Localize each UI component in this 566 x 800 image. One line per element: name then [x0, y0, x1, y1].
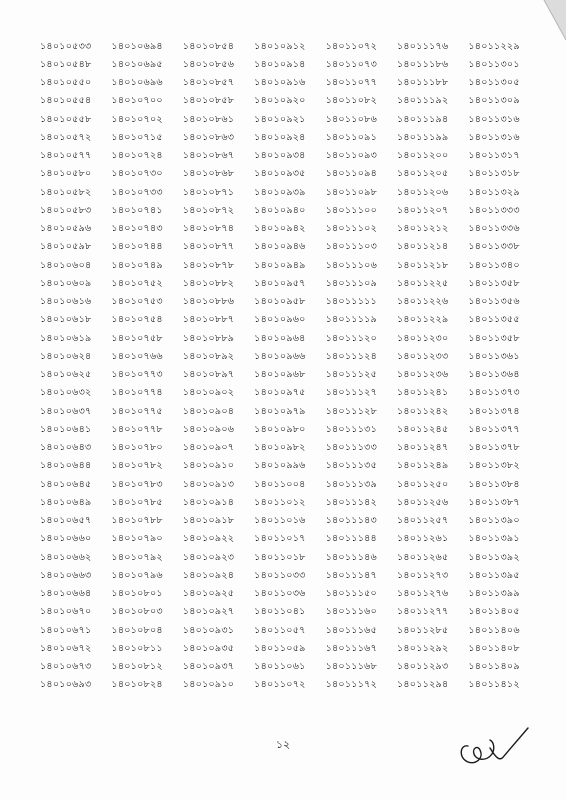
registration-number-cell: ১৪০১১১১১ [325, 296, 377, 308]
registration-number-cell: ১৪০১০৯২৭ [182, 606, 235, 618]
table-row [40, 294, 540, 312]
registration-number-cell: ১৪০১০৭৪৩ [111, 223, 163, 235]
registration-number-cell: ১৪০১১০৭৩ [325, 58, 378, 70]
registration-number-cell: ১৪০১১৩১৬ [468, 131, 520, 143]
registration-number-cell: ১৪০১০৯৩৫ [182, 642, 235, 654]
registration-number-cell: ১৪০১০৯১৩ [182, 478, 235, 490]
registration-number-cell: ১৪০১১০৪১ [254, 606, 306, 618]
registration-number-cell: ১৪০১০৯০৪ [182, 405, 235, 417]
registration-number-cell: ১৪০১০৯৩৭ [182, 661, 235, 673]
registration-number-cell: ১৪০১০৬২৪ [40, 350, 92, 362]
registration-number-cell: ১৪০১০৬৬০ [40, 533, 92, 545]
registration-number-cell: ১৪০১০৭৫৩ [111, 296, 163, 308]
table-row [40, 476, 540, 494]
table-row [40, 549, 540, 567]
registration-number-cell: ১৪০১১২৪৯ [396, 460, 449, 472]
registration-number-cell: ১৪০১০৮৭৪ [182, 223, 235, 235]
registration-number-cell: ১৪০১০৮৬১ [182, 113, 235, 125]
registration-number-cell: ১৪০১১১৮৬ [396, 58, 449, 70]
registration-number-cell: ১৪০১১০৯৮ [325, 186, 377, 198]
table-row [40, 56, 540, 74]
registration-number-cell: ১৪০১১৩৮৪ [468, 478, 520, 490]
registration-number-cell: ১৪০১১১৭২ [325, 679, 378, 691]
registration-number-cell: ১৪০১১৩৩৩ [468, 204, 520, 216]
registration-number-cell: ১৪০১১১২৭ [325, 387, 378, 399]
registration-number-cell: ১৪০১০৬৬২ [40, 551, 92, 563]
registration-number-cell: ১৪০১০৫৫৪ [40, 95, 92, 107]
registration-number-cell: ১৪০১১১২৪ [325, 350, 377, 362]
registration-number-cell: ১৪০১১৩৮২ [468, 460, 520, 472]
registration-number-cell: ১৪০১০৯৮০ [254, 423, 306, 435]
registration-number-cell: ১৪০১০৭৬৬ [111, 350, 163, 362]
registration-number-cell: ১৪০১০৯২২ [182, 533, 235, 545]
registration-number-cell: ১৪০১০৯১৬ [254, 77, 306, 89]
registration-number-cell: ১৪০১১০১৬ [254, 515, 306, 527]
registration-number-cell: ১৪০১১৩৫৬ [468, 296, 520, 308]
registration-number-cell: ১৪০১১৩৩৮ [468, 241, 520, 253]
registration-number-cell: ১৪০১১১৯২ [396, 95, 449, 107]
registration-number-cell: ১৪০১০৫৮৩ [40, 204, 92, 216]
registration-number-cell: ১৪০১০৭৪৪ [111, 241, 163, 253]
registration-number-cell: ১৪০১১২০৫ [396, 168, 449, 180]
registration-number-cell: ১৪০১০৫৯৮ [40, 241, 92, 253]
registration-number-cell: ১৪০১১০৫৭ [254, 624, 306, 636]
registration-number-cell: ১৪০১০৬৯৩ [40, 679, 92, 691]
registration-number-cell: ১৪০১১১৪২ [325, 496, 377, 508]
registration-number-cell: ১৪০১০৬১৮ [40, 314, 92, 326]
registration-number-cell: ১৪০১০৮৫৭ [182, 77, 235, 89]
registration-number-cell: ১৪০১০৭২৪ [111, 150, 163, 162]
registration-number-cell: ১৪০১০৯৪৯ [254, 259, 306, 271]
registration-number-cell: ১৪০১১৪০৫ [468, 606, 520, 618]
registration-number-cell: ১৪০১০৮৮২ [182, 277, 235, 289]
registration-number-cell: ১৪০১১২০৬ [396, 186, 449, 198]
registration-number-cell: ১৪০১০৬৪৪ [40, 460, 92, 472]
registration-number-cell: ১৪০১১০৯৪ [325, 168, 377, 180]
registration-number-cell: ১৪০১১২১২ [396, 223, 449, 235]
registration-number-cell: ১৪০১১৩১৭ [468, 150, 520, 162]
registration-number-cell: ১৪০১০৬৭১ [40, 624, 92, 636]
registration-number-cell: ১৪০১১২৪২ [396, 405, 449, 417]
registration-number-cell: ১৪০১০৭৭৮ [111, 423, 163, 435]
registration-number-cell: ১৪০১১২৩০ [396, 332, 449, 344]
registration-number-cell: ১৪০১১২৫০ [396, 478, 449, 490]
registration-number-cell: ১৪০১১২২৯ [468, 40, 520, 52]
table-row [40, 184, 540, 202]
registration-number-cell: ১৪০১১০৫৯ [254, 642, 306, 654]
table-row [40, 494, 540, 512]
registration-number-cell: ১৪০১০৭৮৫ [111, 496, 163, 508]
registration-number-cell: ১৪০১১২৪৭ [396, 442, 449, 454]
registration-number-cell: ১৪০১০৯৫৭ [254, 277, 306, 289]
registration-number-cell: ১৪০১০৯২৫ [182, 588, 235, 600]
registration-number-cell: ১৪০১০৭৩৩ [111, 186, 163, 198]
registration-number-cell: ১৪০১০৯৪৬ [254, 241, 306, 253]
registration-number-cell: ১৪০১০৭৭৩ [111, 369, 163, 381]
registration-number-cell: ১৪০১০৬১৯ [40, 332, 92, 344]
registration-number-cell: ১৪০১০৮৮৬ [182, 296, 235, 308]
table-row [40, 677, 540, 695]
registration-number-cell: ১৪০১১০৬১ [254, 661, 306, 673]
table-row [40, 604, 540, 622]
registration-number-cell: ১৪০১১০৯১ [325, 131, 377, 143]
registration-number-cell: ১৪০১১১৪৩ [325, 515, 377, 527]
registration-number-cell: ১৪০১০৬২৫ [40, 369, 92, 381]
registration-number-cell: ১৪০১১১৬৫ [325, 624, 377, 636]
registration-number-cell: ১৪০১১০৩৩ [254, 569, 306, 581]
registration-number-cell: ১৪০১১৩৭৮ [468, 442, 520, 454]
registration-number-cell: ১৪০১০৯২৪ [182, 569, 235, 581]
registration-number-cell: ১৪০১০৮৬৮ [182, 168, 235, 180]
registration-number-cell: ১৪০১০৭৫৪ [111, 314, 163, 326]
registration-number-cell: ১৪০১০৯০৭ [182, 442, 235, 454]
registration-number-cell: ১৪০১০৮৭৭ [182, 241, 235, 253]
registration-number-cell: ১৪০১০৮১২ [111, 661, 163, 673]
registration-number-cell: ১৪০১০৯৩১ [182, 624, 235, 636]
registration-number-cell: ১৪০১১২২৯ [396, 314, 449, 326]
registration-number-cell: ১৪০১১২৫৭ [396, 515, 449, 527]
registration-number-cell: ১৪০১১৩৩৬ [468, 223, 520, 235]
registration-number-cell: ১৪০১০৫৪৮ [40, 58, 92, 70]
registration-number-cell: ১৪০১১১৪৬ [325, 551, 377, 563]
registration-number-cell: ১৪০১০৯০২ [182, 387, 235, 399]
table-row [40, 421, 540, 439]
registration-number-cell: ১৪০১০৬৪১ [40, 423, 92, 435]
registration-number-cell: ১৪০১০৯৬৮ [254, 369, 306, 381]
registration-number-cell: ১৪০১১১০৩ [325, 241, 378, 253]
table-row [40, 93, 540, 111]
registration-number-cell: ১৪০১০৯৩৯ [254, 186, 306, 198]
registration-number-cell: ১৪০১০৯২৪ [254, 131, 306, 143]
registration-number-cell: ১৪০১০৬০৯ [40, 277, 92, 289]
registration-number-cell: ১৪০১১১০৯ [325, 277, 377, 289]
registration-number-cell: ১৪০১১২৪৫ [396, 423, 449, 435]
table-row [40, 312, 540, 330]
registration-number-cell: ১৪০১০৯১০ [182, 460, 235, 472]
registration-number-cell: ১৪০১১১৩১ [325, 423, 377, 435]
registration-number-cell: ১৪০১১৩১৮ [468, 168, 520, 180]
registration-number-cell: ১৪০১১৩৫৮ [468, 332, 520, 344]
registration-number-cell: ১৪০১০৭৮৮ [111, 515, 163, 527]
registration-number-cell: ১৪০১০৯১৪ [254, 58, 306, 70]
registration-number-cell: ১৪০১০৫৮০ [40, 168, 92, 180]
registration-number-cell: ১৪০১১৩৫৫ [468, 314, 520, 326]
registration-number-cell: ১৪০১১২৭৬ [396, 588, 449, 600]
registration-number-cell: ১৪০১০৮৫৮ [182, 95, 235, 107]
signature [450, 722, 530, 772]
registration-number-cell: ১৪০১১১৯৯ [396, 131, 449, 143]
registration-number-cell: ১৪০১১১৪৪ [325, 533, 377, 545]
registration-number-cell: ১৪০১১৪০৯ [468, 661, 520, 673]
registration-number-cell: ১৪০১০৫৫০ [40, 77, 92, 89]
registration-number-cell: ১৪০১০৮৮৭ [182, 314, 235, 326]
table-row [40, 129, 540, 147]
registration-number-cell: ১৪০১১১৩৯ [325, 478, 377, 490]
registration-number-cell: ১৪০১০৫৭৭ [40, 150, 92, 162]
registration-number-cell: ১৪০১১৩৯০ [468, 515, 520, 527]
registration-number-cell: ১৪০১০৬৭০ [40, 606, 92, 618]
table-row [40, 586, 540, 604]
registration-number-cell: ১৪০১০৫৭২ [40, 131, 92, 143]
registration-number-cell: ১৪০১০৯৭৫ [254, 387, 306, 399]
registration-number-cell: ১৪০১১০৭২ [254, 679, 306, 691]
registration-number-cell: ১৪০১০৬৭৩ [40, 661, 92, 673]
registration-number-cell: ১৪০১১২৬৫ [396, 551, 449, 563]
registration-number-cell: ১৪০১১৩০১ [468, 58, 520, 70]
registration-number-cell: ১৪০১১৪১২ [468, 679, 520, 691]
table-row [40, 275, 540, 293]
table-row [40, 403, 540, 421]
registration-number-cell: ১৪০১০৬৪৯ [40, 496, 92, 508]
registration-number-cell: ১৪০১০৬৯৪ [111, 40, 163, 52]
registration-number-cell: ১৪০১১৩১৬ [468, 113, 520, 125]
registration-number-cell: ১৪০১০৬০৪ [40, 259, 92, 271]
registration-number-cell: ১৪০১০৯৪০ [254, 204, 306, 216]
registration-number-cell: ১৪০১০৭৭৪ [111, 387, 163, 399]
registration-number-cell: ১৪০১১১৫০ [325, 588, 377, 600]
registration-number-cell: ১৪০১০৬৭২ [40, 642, 92, 654]
registration-number-cell: ১৪০১১৩৯৯ [468, 588, 520, 600]
registration-number-cell: ১৪০১০৫৮২ [40, 186, 92, 198]
registration-number-cell: ১৪০১০৯৬৪ [254, 332, 306, 344]
registration-number-cell: ১৪০১১০০৪ [254, 478, 306, 490]
registration-number-cell: ১৪০১০৭৪১ [111, 204, 163, 216]
table-row [40, 239, 540, 257]
registration-number-cell: ১৪০১১২০০ [396, 150, 449, 162]
registration-number-cell: ১৪০১০৯১৪ [182, 496, 235, 508]
registration-number-cell: ১৪০১০৯২৩ [182, 551, 235, 563]
registration-number-cell: ১৪০১০৬৯৫ [111, 58, 163, 70]
registration-number-cell: ১৪০১১১০০ [325, 204, 378, 216]
registration-number-cell: ১৪০১১০৮৬ [325, 113, 378, 125]
registration-number-cell: ১৪০১০৭৯০ [111, 533, 163, 545]
registration-number-cell: ১৪০১০৫৫৮ [40, 113, 92, 125]
registration-number-cell: ১৪০১১২৫৬ [396, 496, 449, 508]
registration-number-cell: ১৪০১০৭৮৩ [111, 478, 163, 490]
page-number: ১২ [275, 738, 291, 751]
registration-number-cell: ১৪০১০৮৫৪ [182, 40, 235, 52]
registration-number-cell: ১৪০১১১০৬ [325, 259, 378, 271]
registration-number-cell: ১৪০১০৭০২ [111, 113, 163, 125]
registration-number-cell: ১৪০১১০৭২ [325, 40, 378, 52]
registration-number-cell: ১৪০১১২১৪ [396, 241, 449, 253]
table-row [40, 513, 540, 531]
table-row [40, 640, 540, 658]
table-row [40, 659, 540, 677]
registration-number-cell: ১৪০১১০১৭ [254, 533, 306, 545]
registration-number-cell: ১৪০১১৩৮৭ [468, 496, 520, 508]
registration-number-cell: ১৪০১০৫৯৬ [40, 223, 92, 235]
registration-number-cell: ১৪০১১১২৫ [325, 369, 377, 381]
registration-number-cell: ১৪০১০৯৮২ [254, 442, 306, 454]
registration-number-cell: ১৪০১১১৬৭ [325, 642, 378, 654]
registration-number-cell: ১৪০১১৩৯৫ [468, 569, 520, 581]
table-row [40, 38, 540, 56]
registration-number-cell: ১৪০১০৮৯২ [182, 350, 235, 362]
registration-number-cell: ১৪০১১২৯৪ [396, 679, 449, 691]
registration-number-cell: ১৪০১০৯১০ [182, 679, 235, 691]
registration-number-cell: ১৪০১১১৪৭ [325, 569, 377, 581]
registration-number-cell: ১৪০১১১০২ [325, 223, 378, 235]
registration-number-cell: ১৪০১১১৬৮ [325, 661, 377, 673]
table-row [40, 166, 540, 184]
registration-number-cell: ১৪০১১৩৪০ [468, 259, 520, 271]
registration-number-cell: ১৪০১০৯৩৫ [254, 168, 306, 180]
registration-number-cell: ১৪০১০৯৬০ [254, 314, 306, 326]
registration-number-cell: ১৪০১১৩০৯ [468, 95, 520, 107]
registration-number-cell: ১৪০১০৯৫৮ [254, 296, 306, 308]
registration-number-cell: ১৪০১১১৭৬ [396, 40, 449, 52]
registration-number-cell: ১৪০১১২১৮ [396, 259, 449, 271]
registration-number-cell: ১৪০১০৬৪৩ [40, 442, 92, 454]
registration-number-cell: ১৪০১০৭৮০ [111, 442, 163, 454]
registration-number-cell: ১৪০১১৩৬১ [468, 350, 520, 362]
registration-number-cell: ১৪০১০৮৭১ [182, 186, 235, 198]
registration-number-cell: ১৪০১১৪০৮ [468, 642, 520, 654]
registration-number-cell: ১৪০১০৮০৪ [111, 624, 163, 636]
registration-number-cell: ১৪০১০৮৭২ [182, 204, 235, 216]
registration-number-cell: ১৪০১০৮৭৮ [182, 259, 235, 271]
registration-number-cell: ১৪০১১০৩৬ [254, 588, 306, 600]
registration-number-cell: ১৪০১০৭৮২ [111, 460, 163, 472]
registration-number-cell: ১৪০১০৭০০ [111, 95, 163, 107]
registration-number-cell: ১৪০১০৭৩০ [111, 168, 163, 180]
table-row [40, 367, 540, 385]
registration-number-cell: ১৪০১০৯২০ [254, 95, 306, 107]
registration-number-cell: ১৪০১১৩৬৪ [468, 369, 520, 381]
registration-number-cell: ১৪০১১৩৯১ [468, 533, 520, 545]
registration-number-cell: ১৪০১১৩৭৭ [468, 423, 520, 435]
registration-number-cell: ১৪০১১৩৯২ [468, 551, 520, 563]
table-row [40, 385, 540, 403]
registration-number-cell: ১৪০১১৩৭৪ [468, 405, 520, 417]
registration-number-cell: ১৪০১০৮৯৭ [182, 369, 235, 381]
registration-number-cell: ১৪০১০৯৪২ [254, 223, 306, 235]
table-row [40, 257, 540, 275]
registration-number-cell: ১৪০১০৫৩৩ [40, 40, 92, 52]
table-row [40, 531, 540, 549]
registration-number-cell: ১৪০১১০১২ [254, 496, 306, 508]
registration-number-cell: ১৪০১০৭১৫ [111, 131, 163, 143]
registration-number-cell: ১৪০১১১৮৮ [396, 77, 449, 89]
registration-number-cell: ১৪০১০৬১৬ [40, 296, 92, 308]
table-row [40, 458, 540, 476]
table-row [40, 622, 540, 640]
registration-number-cell: ১৪০১০৮১১ [111, 642, 163, 654]
registration-number-cell: ১৪০১১১১৯ [325, 314, 377, 326]
registration-number-cell: ১৪০১১২৪১ [396, 387, 449, 399]
registration-number-cell: ১৪০১১১৩৫ [325, 460, 377, 472]
registration-number-cell: ১৪০১০৬৯৬ [111, 77, 163, 89]
table-row [40, 440, 540, 458]
registration-number-cell: ১৪০১১১৬০ [325, 606, 378, 618]
registration-number-cell: ১৪০১০৮০১ [111, 588, 163, 600]
registration-number-cell: ১৪০১০৮৬৭ [182, 150, 235, 162]
registration-number-cell: ১৪০১১২২৬ [396, 296, 449, 308]
registration-number-cell: ১৪০১১০৭৭ [325, 77, 378, 89]
registration-number-cell: ১৪০১০৯৬৬ [254, 350, 306, 362]
registration-number-cell: ১৪০১১২৭৭ [396, 606, 449, 618]
registration-number-cell: ১৪০১০৯১২ [254, 40, 306, 52]
registration-number-cell: ১৪০১০৭৯২ [111, 551, 163, 563]
table-row [40, 330, 540, 348]
folded-corner [536, 0, 566, 40]
table-row [40, 567, 540, 585]
registration-number-cell: ১৪০১০৭৫২ [111, 277, 163, 289]
registration-number-cell: ১৪০১১৩৭৩ [468, 387, 520, 399]
registration-number-cell: ১৪০১০৬৩২ [40, 387, 92, 399]
registration-number-cell: ১৪০১০৯৯৬ [254, 460, 306, 472]
registration-number-cell: ১৪০১০৬৫৭ [40, 515, 92, 527]
registration-number-cell: ১৪০১১২৩৩ [396, 350, 449, 362]
table-row [40, 148, 540, 166]
registration-number-cell: ১৪০১১১২০ [325, 332, 378, 344]
registration-number-cell: ১৪০১০৯৩৪ [254, 150, 306, 162]
table-row [40, 111, 540, 129]
registration-number-cell: ১৪০১১৪০৬ [468, 624, 520, 636]
registration-number-cell: ১৪০১০৯১৮ [182, 515, 235, 527]
registration-number-cell: ১৪০১০৭৯৬ [111, 569, 163, 581]
registration-number-cell: ১৪০১১২৭৩ [396, 569, 449, 581]
registration-number-cell: ১৪০১০৯৭৯ [254, 405, 306, 417]
registration-number-cell: ১৪০১০৮০৩ [111, 606, 163, 618]
registration-number-cell: ১৪০১১০১৮ [254, 551, 306, 563]
table-row [40, 348, 540, 366]
registration-number-cell: ১৪০১১১৩৩ [325, 442, 378, 454]
registration-number-cell: ১৪০১১২৩৬ [396, 369, 449, 381]
registration-number-cell: ১৪০১১০৯৩ [325, 150, 378, 162]
registration-number-cell: ১৪০১১১২৮ [325, 405, 377, 417]
registration-number-cell: ১৪০১১০৮২ [325, 95, 378, 107]
registration-number-cell: ১৪০১০৯০৬ [182, 423, 235, 435]
registration-number-cell: ১৪০১১২০৭ [396, 204, 449, 216]
registration-number-cell: ১৪০১১৩২৯ [468, 186, 520, 198]
registration-number-cell: ১৪০১০৬৩৭ [40, 405, 92, 417]
registration-number-cell: ১৪০১১১৯৪ [396, 113, 449, 125]
registration-number-cell: ১৪০১০৯২১ [254, 113, 306, 125]
registration-number-cell: ১৪০১০৭৫৮ [111, 332, 163, 344]
registration-number-cell: ১৪০১০৮৬৩ [182, 131, 235, 143]
registration-number-cell: ১৪০১১২৬১ [396, 533, 449, 545]
registration-number-cell: ১৪০১০৬৬৪ [40, 588, 92, 600]
registration-number-cell: ১৪০১০৭৪৯ [111, 259, 163, 271]
registration-number-cell: ১৪০১১২৯২ [396, 642, 449, 654]
registration-number-cell: ১৪০১০৭৭৫ [111, 405, 163, 417]
registration-number-cell: ১৪০১০৮৫৬ [182, 58, 235, 70]
table-row [40, 75, 540, 93]
registration-number-cell: ১৪০১০৮২৪ [111, 679, 163, 691]
registration-number-cell: ১৪০১১২২৫ [396, 277, 449, 289]
registration-number-cell: ১৪০১১২৯৩ [396, 661, 449, 673]
table-row [40, 221, 540, 239]
registration-number-cell: ১৪০১১৩০৫ [468, 77, 520, 89]
registration-number-cell: ১৪০১০৬৬৩ [40, 569, 92, 581]
registration-number-table [40, 38, 540, 695]
registration-number-cell: ১৪০১০৮৮৯ [182, 332, 235, 344]
table-row [40, 202, 540, 220]
registration-number-cell: ১৪০১১২৮৫ [396, 624, 449, 636]
registration-number-cell: ১৪০১১৩৫৮ [468, 277, 520, 289]
registration-number-cell: ১৪০১০৬৪৫ [40, 478, 92, 490]
